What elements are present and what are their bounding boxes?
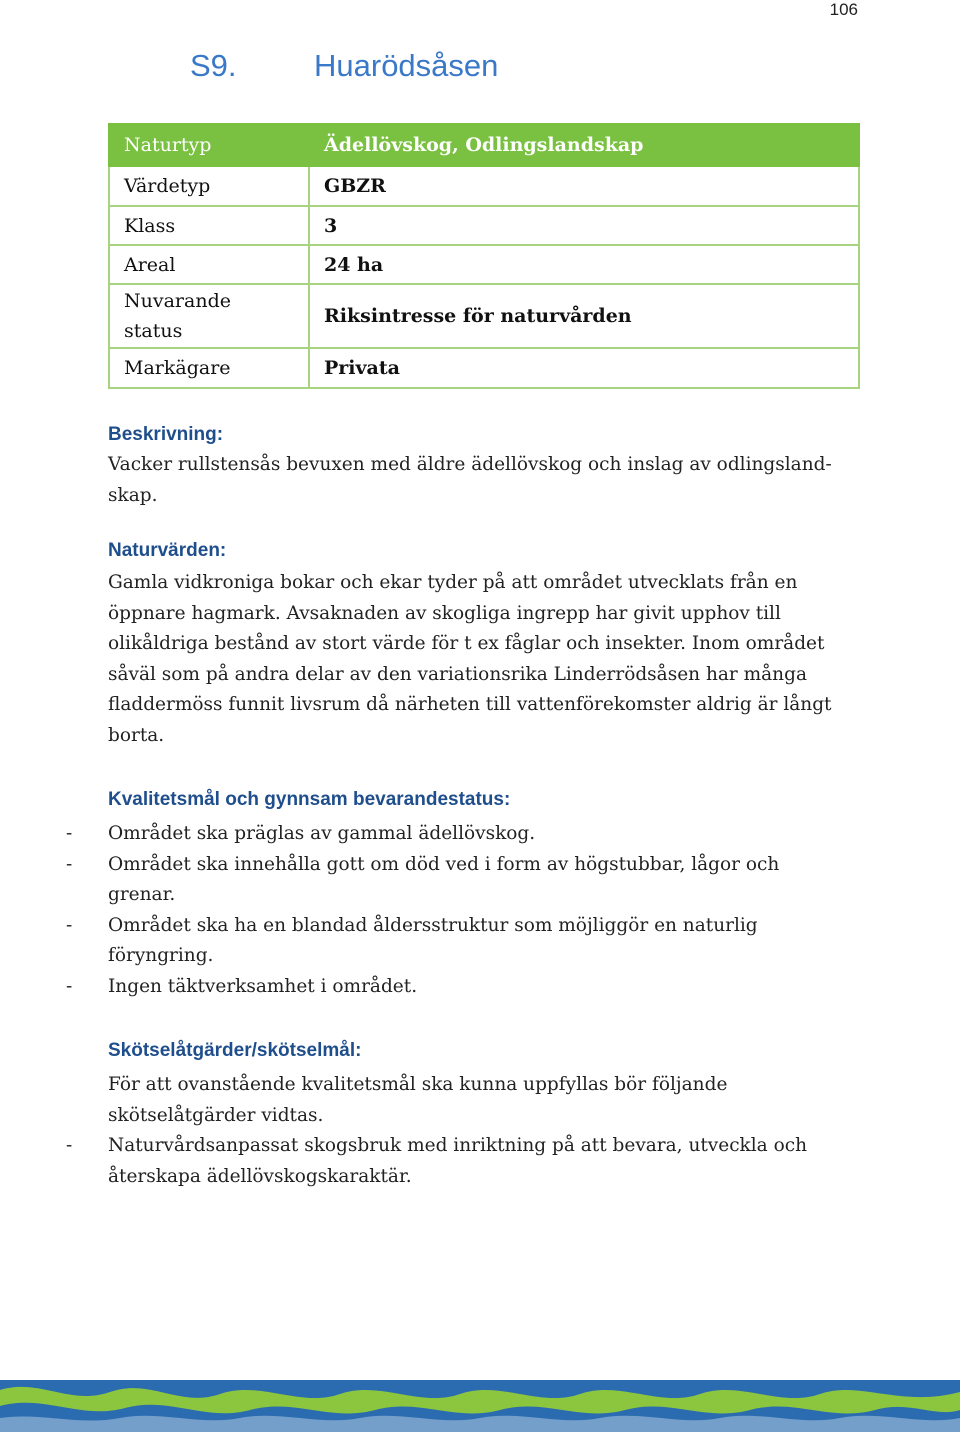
footer-wave-band [0, 1372, 960, 1432]
facts-value: 24 ha [309, 245, 859, 284]
section-heading: Skötselåtgärder/skötselmål: [108, 1040, 362, 1061]
list-item-text: Området ska innehålla gott om död ved i form av högstubbar, lågor och grenar. [108, 853, 780, 905]
facts-row-markagare [109, 348, 859, 388]
dash-bullet: - [66, 975, 73, 997]
facts-value: GBZR [309, 166, 859, 206]
page-number: 106 [829, 0, 858, 19]
facts-label: Areal [109, 245, 309, 284]
list-item-text: Området ska ha en blandad åldersstruktur som möjliggör en naturlig föryngring. [108, 914, 758, 966]
facts-value: Ädellövskog, Odlingslandskap [309, 124, 859, 166]
facts-label: Markägare [109, 348, 309, 388]
section-text: Gamla vidkroniga bokar och ekar tyder på att området utvecklats från en öppnare hagmark. Avsaknaden av skogliga ingrepp har givit upphov till olikåldriga bestånd av stort värde för t ex fåglar och insekter. Inom området såväl som på andra delar av den variationsrika Linderrödsåsen har många fladdermöss funnit livsrum då närheten till vattenförekomster aldrig är långt borta. [108, 572, 832, 746]
facts-row-klass [109, 206, 859, 245]
facts-row-status [109, 284, 859, 348]
beskrivning-section [108, 420, 868, 511]
naturvarden-section [108, 536, 868, 751]
list-item-text: Ingen täktverksamhet i området. [108, 975, 418, 997]
site-name: Huarödsåsen [314, 48, 499, 83]
section-heading: Beskrivning: [108, 424, 224, 445]
section-heading: Kvalitetsmål och gynnsam bevarandestatus: [108, 789, 511, 810]
facts-label: Nuvarande status [109, 284, 309, 348]
content [66, 420, 868, 1192]
section-heading: Naturvärden: [108, 540, 227, 561]
dash-bullet: - [66, 823, 73, 844]
facts-label: Naturtyp [109, 124, 309, 166]
list-item [66, 819, 808, 850]
list-item-text: Området ska präglas av gammal ädellövskog. [108, 823, 536, 844]
facts-row-areal [109, 245, 859, 284]
kvalitetsmal-section [66, 785, 868, 1002]
facts-value: Privata [309, 348, 859, 388]
dash-bullet: - [66, 914, 73, 936]
facts-label: Värdetyp [109, 166, 309, 206]
list-item [66, 850, 808, 911]
list-item [66, 911, 808, 972]
facts-row-vardetyp [109, 166, 859, 206]
list-item [66, 1131, 828, 1192]
skotsel-section [66, 1036, 868, 1192]
facts-value: Riksintresse för naturvården [309, 284, 859, 348]
facts-value: 3 [309, 206, 859, 245]
list-item-text: Naturvårdsanpassat skogsbruk med inriktning på att bevara, utveckla och återskapa ädellövskogskaraktär. [108, 1135, 808, 1187]
site-code: S9. [190, 48, 237, 83]
list-item [66, 972, 808, 1003]
dash-bullet: - [66, 1135, 73, 1156]
section-text: Vacker rullstensås bevuxen med äldre ädellövskog och inslag av odlingsland-skap. [108, 454, 832, 506]
facts-table [108, 123, 860, 389]
facts-row-naturtyp [109, 124, 859, 166]
facts-label: Klass [109, 206, 309, 245]
section-text: För att ovanstående kvalitetsmål ska kunna uppfyllas bör följande skötselåtgärder vidtas. [108, 1074, 728, 1126]
page-title [190, 48, 498, 84]
dash-bullet: - [66, 853, 73, 875]
skotsel-list [66, 1131, 828, 1192]
kvalitetsmal-list [66, 819, 808, 1002]
